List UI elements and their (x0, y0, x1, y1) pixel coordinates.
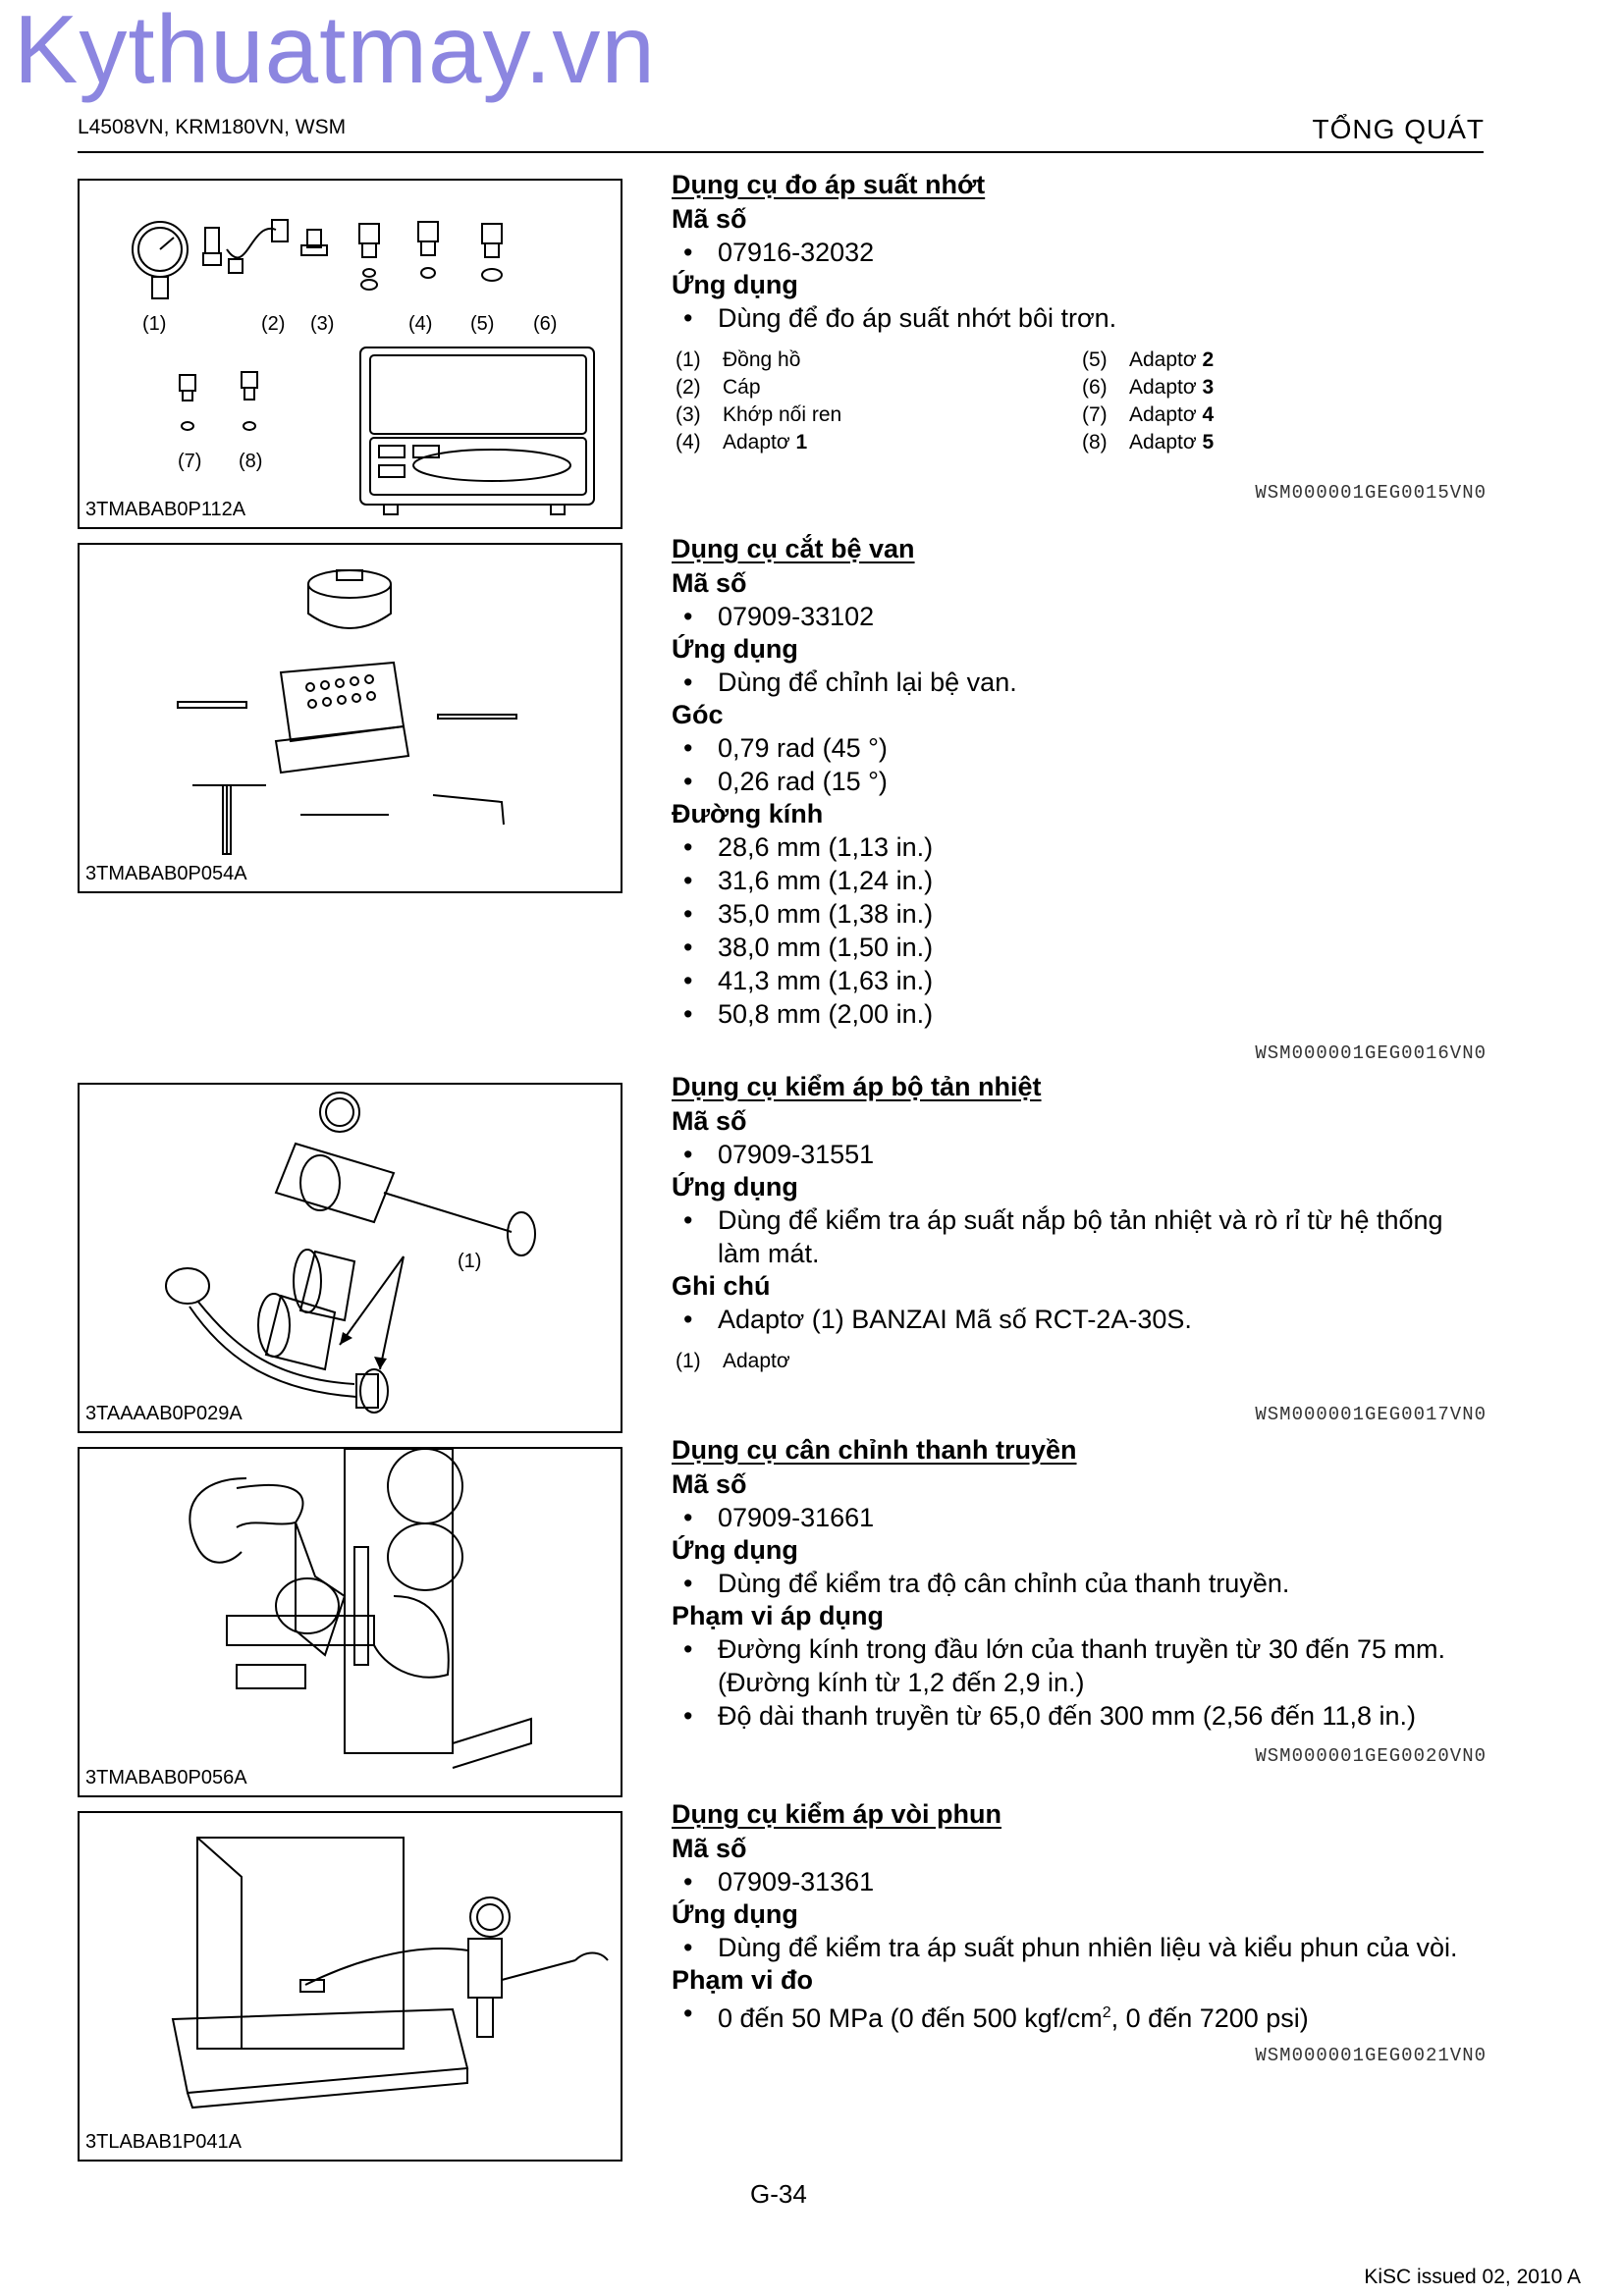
legend-row (672, 1350, 1487, 1377)
callout-5: (5) (470, 313, 495, 335)
usage-value: • Dùng để đo áp suất nhớt bôi trơn. (672, 301, 1487, 335)
figure-code: 3TMABAB0P112A (85, 499, 246, 520)
legend-text: Đồng hồ (723, 348, 801, 371)
range-label: Phạm vi áp dụng (672, 1601, 885, 1630)
legend-row (672, 348, 1487, 376)
legend-num: (4) (676, 431, 701, 454)
usage-label: Ứng dụng (672, 1899, 798, 1929)
section-valve-seat-cutter (672, 530, 1487, 1064)
issue-info: KiSC issued 02, 2010 A (1364, 2266, 1581, 2288)
diameter-value: • 31,6 mm (1,24 in.) (672, 864, 1487, 897)
figure-code: 3TMABAB0P054A (85, 863, 247, 884)
usage-label: Ứng dụng (672, 1535, 798, 1565)
doc-reference: WSM000001GEG0015VN0 (1255, 482, 1487, 504)
section-title: Dụng cụ đo áp suất nhớt (672, 170, 986, 199)
measure-label: Phạm vi đo (672, 1965, 814, 1995)
header-rule (78, 151, 1484, 153)
figure-rod-aligner (78, 1447, 622, 1797)
legend-num: (8) (1082, 431, 1108, 454)
callout-4: (4) (408, 313, 433, 335)
legend-text: Adaptơ (723, 1350, 790, 1372)
code-label: Mã số (672, 1469, 747, 1499)
usage-label: Ứng dụng (672, 634, 798, 664)
code-label: Mã số (672, 1106, 747, 1136)
figure-nozzle-tester (78, 1811, 622, 2162)
doc-reference: WSM000001GEG0016VN0 (1255, 1042, 1487, 1064)
usage-value: • Dùng để kiểm tra độ cân chỉnh của thanh truyền. (672, 1567, 1487, 1600)
legend-row (672, 376, 1487, 403)
section-title: Dụng cụ cân chỉnh thanh truyền (672, 1435, 1077, 1465)
usage-label: Ứng dụng (672, 1172, 798, 1201)
legend-num: (6) (1082, 376, 1108, 399)
header-model: L4508VN, KRM180VN, WSM (78, 116, 347, 138)
header-section: TỔNG QUÁT (1312, 114, 1485, 144)
legend-row (672, 403, 1487, 431)
range-value: • Đường kính trong đầu lớn của thanh truyền từ 30 đến 75 mm. (Đường kính từ 1,2 đến 2,9 in.) (672, 1632, 1487, 1699)
legend-text: Adaptơ 2 (1129, 348, 1215, 371)
callout-2: (2) (261, 313, 286, 335)
measure-value: • 0 đến 50 MPa (0 đến 500 kgf/$cm^2$, 0 đến 7200 psi) (672, 1997, 1487, 2035)
legend-num: (1) (676, 1350, 701, 1372)
code-label: Mã số (672, 204, 747, 234)
diameter-label: Đường kính (672, 799, 824, 828)
section-title: Dụng cụ kiểm áp vòi phun (672, 1799, 1002, 1829)
angle-label: Góc (672, 700, 724, 729)
figure-code: 3TMABAB0P056A (85, 1767, 247, 1789)
usage-value: • Dùng để chỉnh lại bệ van. (672, 666, 1487, 699)
legend-text: Adaptơ 4 (1129, 403, 1215, 426)
watermark: Kythuatmay.vn (14, 0, 656, 103)
legend-text: Adaptơ 3 (1129, 376, 1215, 399)
code-label: Mã số (672, 1834, 747, 1863)
callout-6: (6) (533, 313, 558, 335)
figure-code: 3TAAAAB0P029A (85, 1403, 243, 1424)
doc-reference: WSM000001GEG0021VN0 (1255, 2045, 1487, 2066)
figure-code: 3TLABAB1P041A (85, 2131, 242, 2153)
callout-7: (7) (178, 451, 202, 472)
legend-num: (7) (1082, 403, 1108, 426)
oil-pressure-tester-illustration (80, 181, 621, 527)
usage-value: • Dùng để kiểm tra áp suất phun nhiên liệu và kiểu phun của vòi. (672, 1931, 1487, 1964)
valve-seat-cutter-illustration (80, 545, 621, 891)
legend-num: (2) (676, 376, 701, 399)
figure-radiator-tester (78, 1083, 622, 1433)
rod-aligner-illustration (80, 1449, 621, 1795)
diameter-value: • 35,0 mm (1,38 in.) (672, 897, 1487, 931)
section-rod-aligner (672, 1431, 1487, 1767)
code-value: • 07909-33102 (672, 600, 1487, 633)
code-value: • 07909-31361 (672, 1865, 1487, 1898)
legend-num: (3) (676, 403, 701, 426)
angle-value: • 0,26 rad (15 °) (672, 765, 1487, 798)
diameter-value: • 28,6 mm (1,13 in.) (672, 830, 1487, 864)
usage-value: • Dùng để kiểm tra áp suất nắp bộ tản nhiệt và rò rỉ từ hệ thống làm mát. (672, 1203, 1487, 1270)
legend-text: Adaptơ 5 (1129, 431, 1215, 454)
note-value: • Adaptơ (1) BANZAI Mã số RCT-2A-30S. (672, 1303, 1487, 1336)
section-nozzle-tester (672, 1795, 1487, 2066)
section-title: Dụng cụ cắt bệ van (672, 534, 915, 563)
note-label: Ghi chú (672, 1271, 771, 1301)
diameter-value: • 50,8 mm (2,00 in.) (672, 997, 1487, 1031)
figure-valve-seat-cutter (78, 543, 622, 893)
legend-row (672, 431, 1487, 458)
legend-text: Adaptơ 1 (723, 431, 808, 454)
radiator-tester-illustration (80, 1085, 621, 1431)
code-value: • 07909-31661 (672, 1501, 1487, 1534)
legend-text: Khớp nối ren (723, 403, 842, 426)
figure-oil-pressure-tester (78, 179, 622, 529)
section-radiator-tester (672, 1068, 1487, 1425)
legend-num: (1) (676, 348, 701, 371)
callout-1: (1) (458, 1251, 482, 1272)
callout-8: (8) (239, 451, 263, 472)
code-value: • 07909-31551 (672, 1138, 1487, 1171)
usage-label: Ứng dụng (672, 270, 798, 299)
callout-1: (1) (142, 313, 167, 335)
nozzle-tester-illustration (80, 1813, 621, 2160)
page-number: G-34 (750, 2179, 807, 2209)
doc-reference: WSM000001GEG0020VN0 (1255, 1745, 1487, 1767)
legend-num: (5) (1082, 348, 1108, 371)
range-value: • Độ dài thanh truyền từ 65,0 đến 300 mm (2,56 đến 11,8 in.) (672, 1699, 1487, 1733)
code-value: • 07916-32032 (672, 236, 1487, 269)
legend-text: Cáp (723, 376, 761, 399)
callout-3: (3) (310, 313, 335, 335)
angle-value: • 0,79 rad (45 °) (672, 731, 1487, 765)
doc-reference: WSM000001GEG0017VN0 (1255, 1404, 1487, 1425)
diameter-value: • 41,3 mm (1,63 in.) (672, 964, 1487, 997)
diameter-value: • 38,0 mm (1,50 in.) (672, 931, 1487, 964)
code-label: Mã số (672, 568, 747, 598)
section-oil-pressure-tester (672, 166, 1487, 504)
section-title: Dụng cụ kiểm áp bộ tản nhiệt (672, 1072, 1042, 1101)
